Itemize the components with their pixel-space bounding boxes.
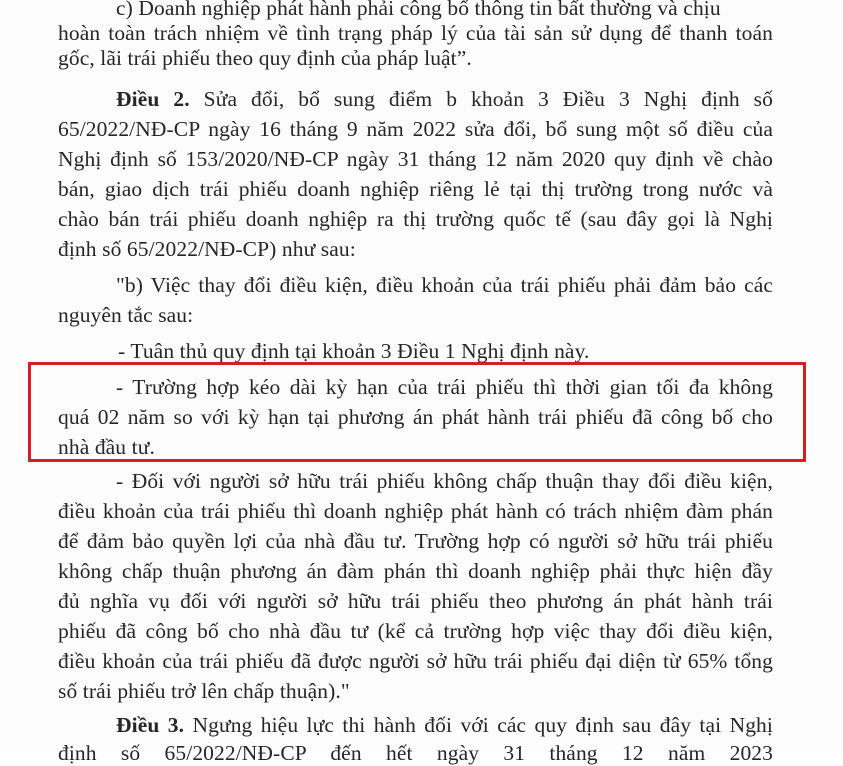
text-line: điều khoản của trái phiếu đã được người sở hữu trái phiếu đại diện từ 65% tổng (58, 649, 773, 673)
text-line: c) Doanh nghiệp phát hành phải công bố thông tin bất thường và chịu (116, 0, 721, 20)
text-line: gốc, lãi trái phiếu theo quy định của pháp luật”. (58, 46, 472, 70)
article-3-heading (116, 712, 773, 738)
text-line: hoàn toàn trách nhiệm về tình trạng pháp lý của tài sản sử dụng để thanh toán (58, 21, 773, 45)
article-2-label: Điều 2. (116, 87, 190, 111)
text-line: định số 65/2022/NĐ-CP đến hết ngày 31 tháng 12 năm 2023 (58, 741, 773, 765)
text-line: định số 65/2022/NĐ-CP) như sau: (58, 237, 356, 261)
text-segment: Ngưng hiệu lực thi hành đối với các quy định sau đây tại Nghị (192, 713, 773, 737)
highlighted-text-line: - Trường hợp kéo dài kỳ hạn của trái phiếu thì thời gian tối đa không (116, 375, 773, 399)
text-line: chào bán trái phiếu doanh nghiệp ra thị trường quốc tế (sau đây gọi là Nghị (58, 207, 773, 231)
highlighted-text-line: nhà đầu tư. (58, 435, 155, 459)
text-line: điều khoản của trái phiếu thì doanh nghiệp phát hành có trách nhiệm đàm phán (58, 499, 773, 523)
text-line: phiếu đã công bố cho nhà đầu tư (kể cả trường hợp việc thay đổi điều kiện, (58, 619, 773, 643)
text-line: đủ nghĩa vụ đối với người sở hữu trái phiếu theo phương án phát hành trái (58, 589, 773, 613)
text-line: để đảm bảo quyền lợi của nhà đầu tư. Trường hợp có người sở hữu trái phiếu (58, 529, 773, 553)
text-line: "b) Việc thay đổi điều kiện, điều khoản của trái phiếu phải đảm bảo các (116, 273, 773, 297)
text-line: Nghị định số 153/2020/NĐ-CP ngày 31 tháng 12 năm 2020 quy định về chào (58, 147, 773, 171)
text-line: - Tuân thủ quy định tại khoản 3 Điều 1 Nghị định này. (118, 339, 590, 363)
text-line: không chấp thuận phương án đàm phán thì doanh nghiệp phải thực hiện đầy (58, 559, 773, 583)
text-line: bán, giao dịch trái phiếu doanh nghiệp riêng lẻ tại thị trường trong nước và (58, 177, 773, 201)
text-line: số trái phiếu trở lên chấp thuận)." (58, 679, 350, 703)
text-line: - Đối với người sở hữu trái phiếu không chấp thuận thay đổi điều kiện, (116, 469, 773, 493)
text-segment: Sửa đổi, bổ sung điểm b khoản 3 Điều 3 Nghị định số (203, 87, 773, 111)
article-2-heading (116, 86, 773, 112)
article-3-label: Điều 3. (116, 713, 185, 737)
text-line: 65/2022/NĐ-CP ngày 16 tháng 9 năm 2022 sửa đổi, bổ sung một số điều của (58, 117, 773, 141)
text-line: nguyên tắc sau: (58, 303, 194, 327)
highlighted-text-line: quá 02 năm so với kỳ hạn tại phương án phát hành trái phiếu đã công bố cho (58, 405, 773, 429)
